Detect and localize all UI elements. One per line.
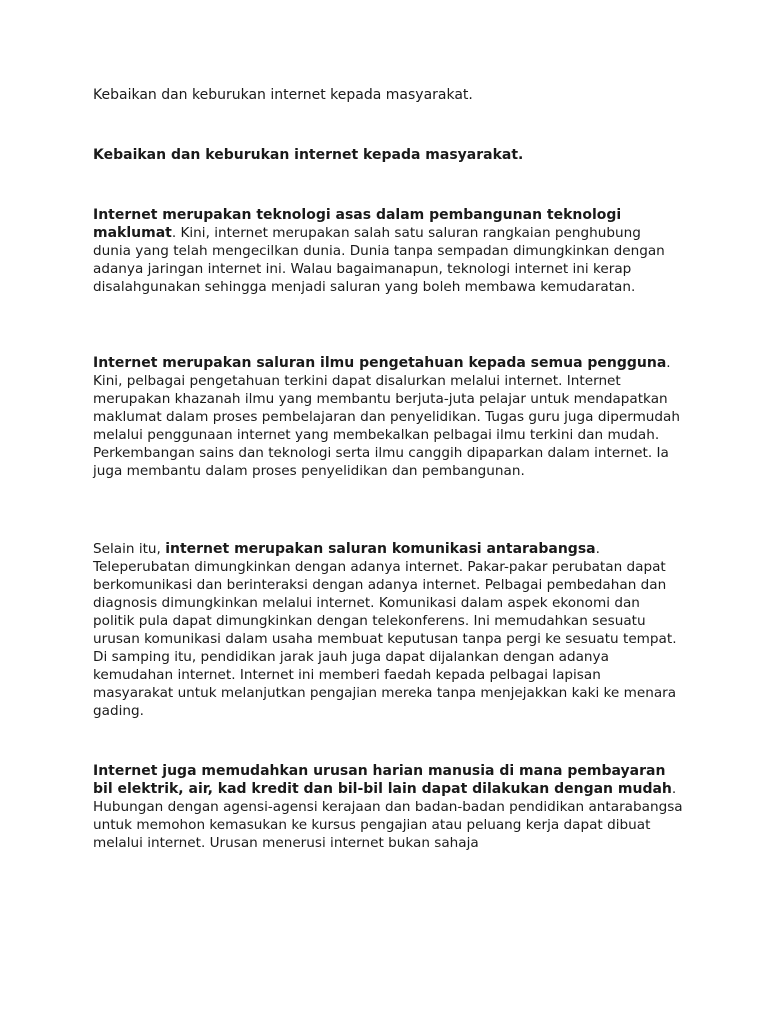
paragraph-2 <box>93 354 683 480</box>
paragraph-1 <box>93 206 683 296</box>
paragraph-3-prefix: Selain itu, <box>93 541 166 557</box>
paragraph-1-bold: Internet merupakan teknologi asas dalam pembangunan teknologi maklumat <box>93 207 622 241</box>
paragraph-3-text: . Teleperubatan dimungkinkan dengan adanya internet. Pakar-pakar perubatan dapat berkomunikasi dan berinteraksi dengan adanya internet. Pelbagai pembedahan dan diagnosis dimungkinkan melalui internet. Komunikasi dalam aspek ekonomi dan politik pula dapat dimungkinkan dengan telekonferens. Ini memudahkan sesuatu urusan komunikasi dalam usaha membuat keputusan tanpa pergi ke sesuatu tempat. Di samping itu, pendidikan jarak jauh juga dapat dijalankan dengan adanya kemudahan internet. Internet ini memberi faedah kepada pelbagai lapisan masyarakat untuk melanjutkan pengajian mereka tanpa menjejakkan kaki ke menara gading. <box>93 541 677 719</box>
paragraph-4-text: . Hubungan dengan agensi-agensi kerajaan dan badan-badan pendidikan antarabangsa untuk memohon kemasukan ke kursus pengajian atau peluang kerja dapat dibuat melalui internet. Urusan menerusi internet bukan sahaja <box>93 781 683 851</box>
paragraph-2-text: . Kini, pelbagai pengetahuan terkini dapat disalurkan melalui internet. Internet merupakan khazanah ilmu yang membantu berjuta-juta pelajar untuk mendapatkan maklumat dalam proses pembelajaran dan penyelidikan. Tugas guru juga dipermudah melalui penggunaan internet yang membekalkan pelbagai ilmu terkini dan mudah. Perkembangan sains dan teknologi serta ilmu canggih dipaparkan dalam internet. Ia juga membantu dalam proses penyelidikan dan pembangunan. <box>93 355 680 479</box>
paragraph-3-bold: internet merupakan saluran komunikasi antarabangsa <box>165 541 596 557</box>
paragraph-3 <box>93 540 683 720</box>
paragraph-4-bold: Internet juga memudahkan urusan harian manusia di mana pembayaran bil elektrik, air, kad kredit dan bil-bil lain dapat dilakukan dengan mudah <box>93 763 672 797</box>
paragraph-1-text: . Kini, internet merupakan salah satu saluran rangkaian penghubung dunia yang telah mengecilkan dunia. Dunia tanpa sempadan dimungkinkan dengan adanya jaringan internet ini. Walau bagaimanapun, teknologi internet ini kerap disalahgunakan sehingga menjadi saluran yang boleh membawa kemudaratan. <box>93 225 665 295</box>
paragraph-4 <box>93 762 683 852</box>
document-heading: Kebaikan dan keburukan internet kepada masyarakat. <box>93 147 524 163</box>
paragraph-2-bold: Internet merupakan saluran ilmu pengetahuan kepada semua pengguna <box>93 355 667 371</box>
document-title: Kebaikan dan keburukan internet kepada masyarakat. <box>93 87 473 103</box>
